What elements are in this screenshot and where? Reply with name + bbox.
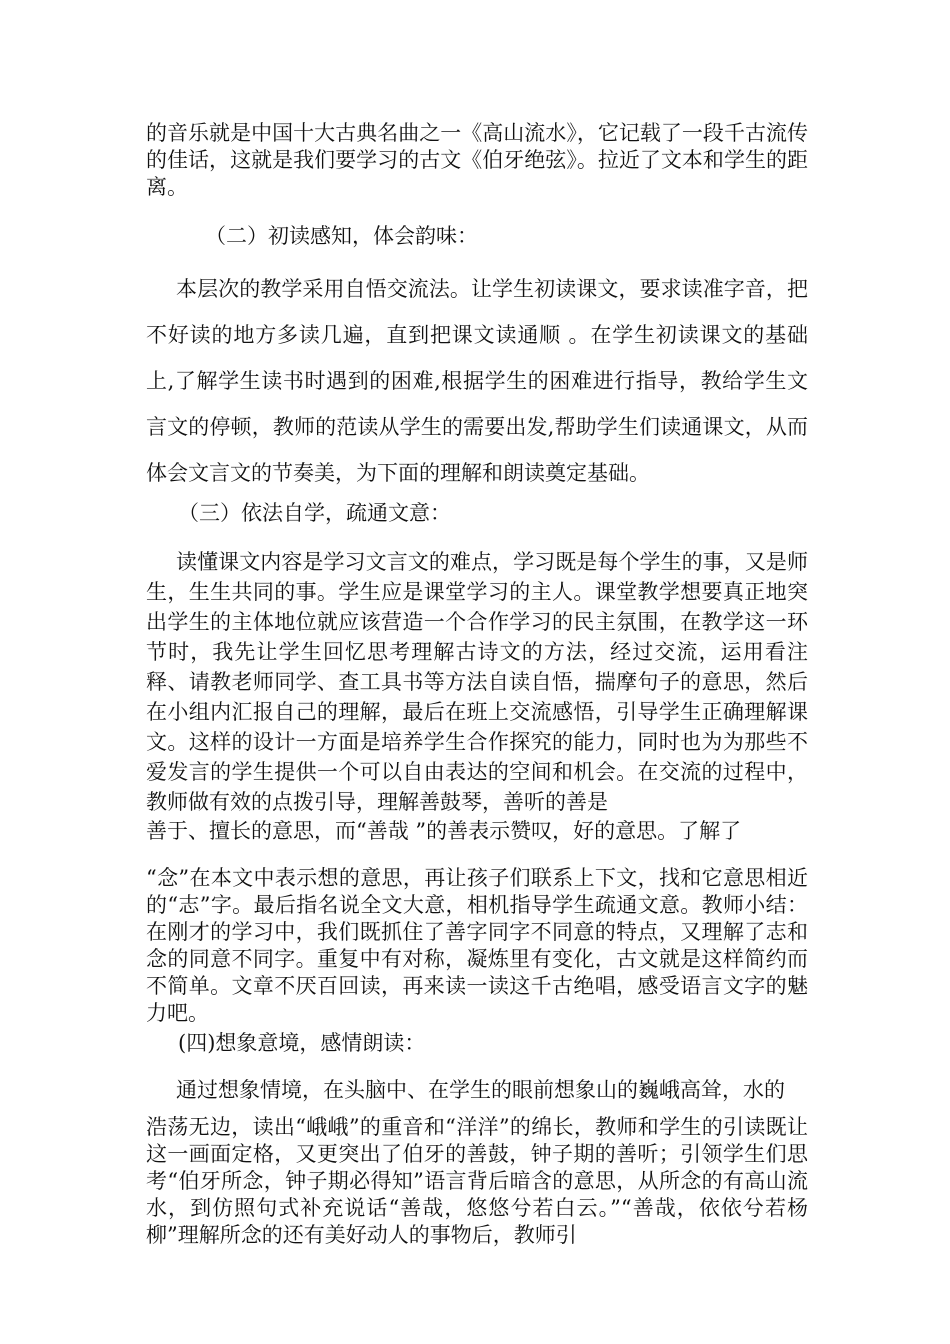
section-4-body-first-line: 通过想象情境，在头脑中、在学生的眼前想象山的巍峨高耸，水的 <box>176 1078 785 1102</box>
intro-continuation-paragraph: 的音乐就是中国十大古典名曲之一《高山流水》，它记载了一段千古流传的佳话，这就是我们要学习的古文《伯牙绝弦》。拉近了文本和学生的距离。 <box>146 121 808 199</box>
section-3-body-line: 善于、擅长的意思，而“善哉 ”的善表示赞叹，好的意思。了解了 <box>146 819 742 843</box>
section-3-body-paragraph: 读懂课文内容是学习文言文的难点，学习既是每个学生的事，又是师生，生生共同的事。学生应是课堂学习的主人。课堂教学想要真正地突出学生的主体地位就应该营造一个合作学习的民主氛围，在教学这一环节时，我先让学生回忆思考理解古诗文的方法，经过交流，运用看注释、请教老师同学、查工具书等方法自读自悟，揣摩句子的意思，然后在小组内汇报自己的理解，最后在班上交流感悟，引导学生正确理解课文。这样的设计一方面是培养学生合作探究的能力，同时也为为那些不爱发言的学生提供一个可以自由表达的空间和机会。在交流的过程中，教师做有效的点拨引导，理解善鼓琴，善听的善是 <box>146 550 808 814</box>
section-3-heading: （三）依法自学，疏通文意： <box>178 501 451 525</box>
section-3-body-continuation: “念”在本文中表示想的意思，再让孩子们联系上下文，找和它意思相近的“志”字。最后指名说全文大意，相机指导学生疏通文意。教师小结：在刚才的学习中，我们既抓住了善字同字不同意的特点，又理解了志和念的同意不同字。重复中有对称，凝炼里有变化，古文就是这样简约而不简单。文章不厌百回读，再来读一读这千古绝唱，感受语言文字的魅力吧。 <box>146 866 808 1025</box>
section-2-heading: （二）初读感知，体会韵味： <box>205 224 478 248</box>
section-4-heading: (四)想象意境，感情朗读： <box>178 1031 426 1055</box>
section-2-body-paragraph: 本层次的教学采用自悟交流法。让学生初读课文，要求读准字音，把不好读的地方多读几遍，直到把课文读通顺 。在学生初读课文的基础上,了解学生读书时遇到的困难,根据学生的困难进行指导，教给学生文言文的停顿，教师的范读从学生的需要出发,帮助学生们读通课文，从而体会文言文的节奏美，为下面的理解和朗读奠定基础。 <box>146 277 808 485</box>
section-4-body-continuation: 浩荡无边，读出“峨峨”的重音和“洋洋”的绵长，教师和学生的引读既让这一画面定格，又更突出了伯牙的善鼓，钟子期的善听；引领学生们思考“伯牙所念，钟子期必得知”语言背后暗含的意思，从所念的有高山流水，到仿照句式补充说话“善哉，悠悠兮若白云。”“善哉，依依兮若杨柳”理解所念的还有美好动人的事物后，教师引 <box>146 1115 808 1247</box>
